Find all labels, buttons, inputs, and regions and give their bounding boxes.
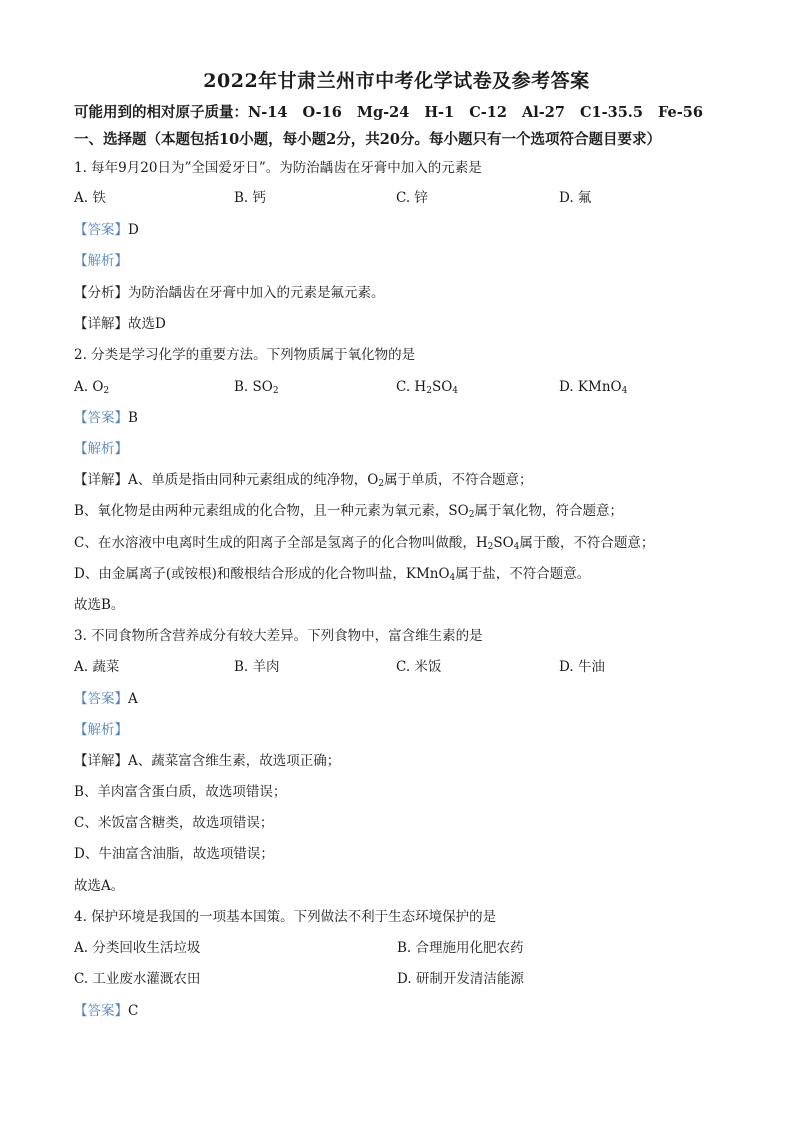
question-3-stem: 3. 不同食物所含营养成分有较大差异。下列食物中，富含维生素的是 (74, 628, 483, 644)
answer-tag: 【答案】 (74, 222, 128, 238)
q3-option-b: B. 羊肉 (234, 659, 280, 675)
q2-detail-c-text: C、在水溶液中电离时生成的阳离子全部是氢离子的化合物叫做酸，H (74, 535, 488, 551)
detail-tag: 【详解】 (74, 472, 128, 488)
answer-tag: 【答案】 (74, 691, 128, 707)
q1-fenxi-text: 为防治龋齿在牙膏中加入的元素是氟元素。 (128, 285, 385, 301)
q4-answer (74, 1002, 138, 1020)
q2-detail-c (74, 534, 654, 552)
q3-answer (74, 690, 138, 708)
question-2-stem: 2. 分类是学习化学的重要方法。下列物质属于氧化物的是 (74, 347, 416, 363)
q3-detail-a-text: A、蔬菜富含维生素，故选项正确； (128, 753, 341, 769)
q4-answer-value: C (128, 1003, 139, 1019)
q2-detail-a-tail: 属于单质，不符合题意； (384, 472, 533, 488)
detail-tag: 【详解】 (74, 316, 128, 332)
q2-detail-d-tail: 属于盐，不符合题意。 (455, 566, 591, 582)
q2-option-a-text: A. O (74, 379, 104, 395)
q2-option-b-text: B. SO (234, 379, 273, 395)
q3-conclusion: 故选A。 (74, 878, 125, 894)
q4-option-a: A. 分类回收生活垃圾 (74, 940, 201, 956)
q3-detail-c: C、米饭富含糖类，故选项错误； (74, 815, 274, 831)
q1-answer (74, 221, 139, 239)
q2-detail-a-text: A、单质是指由同种元素组成的纯净物，O (128, 472, 379, 488)
q2-analysis-tag: 【解析】 (74, 441, 128, 457)
detail-tag: 【详解】 (74, 753, 128, 769)
q2-answer-value: B (128, 410, 138, 426)
atomic-mass-line: 可能用到的相对原子质量：N-14 O-16 Mg-24 H-1 C-12 Al-27 C1-35.5 Fe-56 (74, 104, 703, 121)
q2-detail-c-tail: 属于酸，不符合题意； (519, 535, 655, 551)
q2-option-d (559, 378, 627, 396)
subscript: 2 (272, 386, 279, 396)
subscript: 2 (378, 479, 385, 489)
q2-detail-b (74, 502, 623, 520)
section-heading: 一、选择题（本题包括10小题，每小题2分，共20分。每小题只有一个选项符合题目要求） (74, 131, 661, 148)
q2-detail-b-text: B、氧化物是由两种元素组成的化合物，且一种元素为氧元素，SO (74, 503, 469, 519)
q2-option-c-mid: SO (431, 379, 453, 395)
q2-option-c (396, 378, 458, 396)
question-4-stem: 4. 保护环境是我国的一项基本国策。下列做法不利于生态环境保护的是 (74, 909, 497, 925)
q1-option-a: A. 铁 (74, 190, 106, 206)
q4-option-b: B. 合理施用化肥农药 (397, 940, 524, 956)
q4-option-d: D. 研制开发清洁能源 (397, 971, 524, 987)
q1-detail-text: 故选D (128, 316, 166, 332)
q1-option-c: C. 锌 (396, 190, 428, 206)
subscript: 2 (468, 510, 475, 520)
q4-option-c: C. 工业废水灌溉农田 (74, 971, 201, 987)
answer-tag: 【答案】 (74, 410, 128, 426)
q1-answer-value: D (128, 222, 139, 238)
q3-answer-value: A (128, 691, 138, 707)
q3-detail-a (74, 752, 340, 770)
q1-detail (74, 315, 166, 333)
q3-option-a: A. 蔬菜 (74, 659, 120, 675)
q2-detail-b-tail: 属于氧化物，符合题意； (474, 503, 623, 519)
subscript: 4 (621, 386, 628, 396)
q2-detail-d-text: D、由金属离子(或铵根)和酸根结合形成的化合物叫盐，KMnO (74, 566, 450, 582)
answer-tag: 【答案】 (74, 1003, 128, 1019)
q3-analysis-tag: 【解析】 (74, 722, 128, 738)
q2-answer (74, 409, 138, 427)
q3-detail-b: B、羊肉富含蛋白质，故选项错误； (74, 784, 287, 800)
q1-option-b: B. 钙 (234, 190, 267, 206)
q2-detail-a (74, 471, 533, 489)
subscript: 2 (426, 386, 432, 396)
q2-option-d-text: D. KMnO (559, 379, 622, 395)
subscript: 4 (513, 542, 520, 552)
q2-detail-d (74, 565, 590, 583)
subscript: 2 (103, 386, 110, 396)
q2-detail-c-mid: SO (493, 535, 514, 551)
q2-option-a (74, 378, 109, 396)
q2-conclusion: 故选B。 (74, 597, 125, 613)
q2-option-b (234, 378, 279, 396)
fenxi-tag: 【分析】 (74, 285, 128, 301)
page-title: 2022年甘肃兰州市中考化学试卷及参考答案 (203, 70, 590, 92)
q1-analysis-tag: 【解析】 (74, 253, 128, 269)
q2-option-c-text: C. H (396, 379, 427, 395)
q3-option-d: D. 牛油 (559, 659, 605, 675)
q3-detail-d: D、牛油富含油脂，故选项错误； (74, 846, 274, 862)
question-1-stem: 1. 每年9月20日为”全国爱牙日”。为防治龋齿在牙膏中加入的元素是 (74, 160, 482, 176)
q1-fenxi (74, 284, 385, 302)
subscript: 2 (487, 542, 494, 552)
subscript: 4 (452, 386, 459, 396)
q3-option-c: C. 米饭 (396, 659, 442, 675)
q1-option-d: D. 氟 (559, 190, 592, 206)
subscript: 4 (449, 573, 456, 583)
